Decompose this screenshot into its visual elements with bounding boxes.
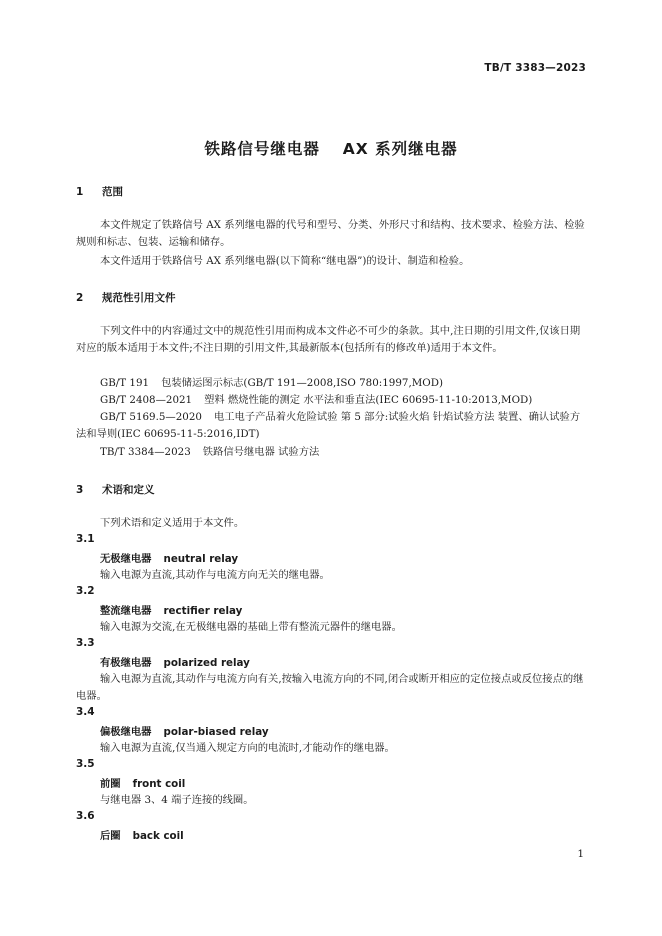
term-heading — [100, 654, 250, 669]
section-number: 1 — [76, 186, 84, 198]
term-definition: 与继电器 3、4 端子连接的线圈。 — [100, 794, 254, 806]
term-zh: 偏极继电器 — [100, 726, 152, 738]
term-zh: 前圈 — [100, 778, 121, 790]
reference-title: 塑料 燃烧性能的测定 水平法和垂直法(IEC 60695-11-10:2013,MOD) — [204, 394, 533, 406]
reference-title: 铁路信号继电器 试验方法 — [202, 446, 320, 458]
term-en: front coil — [132, 778, 186, 790]
term-en: polarized relay — [163, 657, 250, 669]
term-definition: 输入电源为直流,其动作与电流方向无关的继电器。 — [100, 569, 330, 581]
reference-code: GB/T 191 — [100, 377, 150, 389]
term-heading — [100, 723, 269, 738]
paragraph: 下列文件中的内容通过文中的规范性引用而构成本文件必不可少的条款。其中,注日期的引用文件,仅该日期对应的版本适用于本文件;不注日期的引用文件,其最新版本(包括所有的修改单)适用于本文件。 — [76, 325, 581, 354]
term-zh: 无极继电器 — [100, 553, 152, 565]
term-zh: 有极继电器 — [100, 657, 152, 669]
term-en: neutral relay — [163, 553, 239, 565]
section-title: 规范性引用文件 — [102, 292, 176, 304]
term-heading — [100, 827, 184, 842]
term-en: polar-biased relay — [163, 726, 269, 738]
page-number: 1 — [577, 848, 584, 860]
term-definition: 输入电源为交流,在无极继电器的基础上带有整流元器件的继电器。 — [100, 621, 402, 633]
section-title: 术语和定义 — [102, 484, 155, 496]
reference-title: 包装储运图示标志(GB/T 191—2008,ISO 780:1997,MOD) — [161, 377, 443, 389]
reference-item — [76, 409, 586, 443]
section-title: 范围 — [102, 186, 123, 198]
reference-title: 电工电子产品着火危险试验 第 5 部分:试验火焰 针焰试验方法 装置、确认试验方法和导则(IEC 60695-11-5:2016,IDT) — [76, 411, 581, 440]
term-heading — [100, 602, 242, 617]
term-number: 3.5 — [76, 758, 95, 770]
reference-code: GB/T 5169.5—2020 — [100, 411, 202, 423]
term-number: 3.4 — [76, 706, 95, 718]
reference-code: TB/T 3384—2023 — [100, 446, 191, 458]
section-3-heading — [76, 482, 155, 497]
paragraph: 本文件规定了铁路信号 AX 系列继电器的代号和型号、分类、外形尺寸和结构、技术要求、检验方法、检验规则和标志、包装、运输和储存。 — [76, 219, 585, 248]
term-en: back coil — [132, 830, 184, 842]
term-en: rectifier relay — [163, 605, 243, 617]
term-zh: 后圈 — [100, 830, 121, 842]
reference-code: GB/T 2408—2021 — [100, 394, 193, 406]
section-2-heading — [76, 290, 176, 305]
reference-item — [100, 444, 319, 461]
term-definition: 输入电源为直流,其动作与电流方向有关,按输入电流方向的不同,闭合或断开相应的定位接点或反位接点的继电器。 — [76, 673, 584, 702]
paragraph: 本文件适用于铁路信号 AX 系列继电器(以下简称“继电器”)的设计、制造和检验。 — [100, 255, 470, 267]
term-heading — [100, 550, 238, 565]
paragraph: 下列术语和定义适用于本文件。 — [100, 517, 245, 529]
term-heading — [100, 775, 185, 790]
document-number: TB/T 3383—2023 — [484, 62, 586, 74]
term-number: 3.6 — [76, 810, 95, 822]
term-number: 3.3 — [76, 637, 95, 649]
section-number: 2 — [76, 292, 84, 304]
document-title: 铁路信号继电器 AX 系列继电器 — [204, 140, 458, 158]
term-definition: 输入电源为直流,仅当通入规定方向的电流时,才能动作的继电器。 — [100, 742, 395, 754]
term-number: 3.2 — [76, 585, 95, 597]
term-zh: 整流继电器 — [100, 605, 152, 617]
section-number: 3 — [76, 484, 84, 496]
reference-item — [100, 375, 443, 392]
term-number: 3.1 — [76, 533, 95, 545]
section-1-heading — [76, 184, 123, 199]
reference-item — [100, 392, 532, 409]
